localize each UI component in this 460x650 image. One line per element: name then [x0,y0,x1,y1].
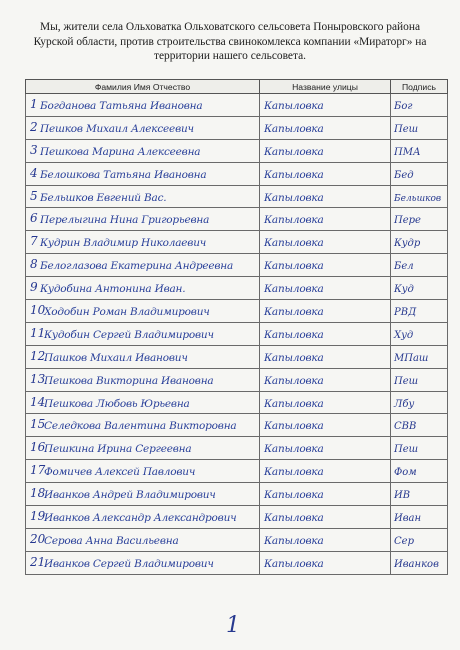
table-row [26,208,448,231]
resident-name: Иванков Сергей Владимирович [44,557,214,570]
street-cell [260,437,391,460]
table-row [26,322,448,345]
street-cell [260,300,391,323]
street-cell [260,254,391,277]
row-number: 6 [30,211,38,226]
signature-cell [391,185,448,208]
street-cell [260,528,391,551]
name-cell [26,460,260,483]
row-number: 11 [30,325,46,340]
resident-name: Бельшков Евгений Вас. [40,191,167,204]
table-row [26,368,448,391]
street-name: Капыловка [264,237,324,250]
street-name: Капыловка [264,511,324,524]
table-row [26,185,448,208]
row-number: 10 [30,303,46,318]
street-cell [260,551,391,574]
name-cell [26,139,260,162]
row-number: 4 [30,165,38,180]
signature-cell [391,116,448,139]
handwritten-signature: Бед [394,169,414,181]
signature-cell [391,460,448,483]
name-cell [26,528,260,551]
street-cell [260,460,391,483]
table-row [26,483,448,506]
signature-cell [391,391,448,414]
signature-cell [391,506,448,529]
street-name: Капыловка [264,420,324,433]
street-cell [260,277,391,300]
street-name: Капыловка [264,374,324,387]
street-cell [260,231,391,254]
street-cell [260,322,391,345]
row-number: 19 [30,509,46,524]
table-row [26,162,448,185]
handwritten-signature: МПаш [394,352,429,364]
name-cell [26,483,260,506]
row-number: 18 [30,486,46,501]
name-cell [26,551,260,574]
street-cell [260,208,391,231]
signature-cell [391,208,448,231]
row-number: 8 [30,257,38,272]
street-cell [260,94,391,117]
resident-name: Кудобин Сергей Владимирович [44,328,214,341]
street-cell [260,139,391,162]
table-header-row [26,80,448,94]
row-number: 16 [30,440,46,455]
street-cell [260,116,391,139]
signature-cell [391,139,448,162]
column-header-signature: Подпись [391,80,448,94]
table-row [26,460,448,483]
table-row [26,528,448,551]
street-name: Капыловка [264,145,324,158]
name-cell [26,277,260,300]
name-cell [26,345,260,368]
name-cell [26,414,260,437]
signature-cell [391,345,448,368]
resident-name: Пешкова Викторина Ивановна [44,374,214,387]
header-line-2: Курской области, против строительства свинокомлекса компании «Мираторг» на [33,35,427,48]
row-number: 20 [30,531,46,546]
table-row [26,254,448,277]
street-name: Капыловка [264,122,324,135]
name-cell [26,437,260,460]
handwritten-signature: Сер [394,535,414,547]
resident-name: Пешкова Любовь Юрьевна [44,397,190,410]
street-name: Капыловка [264,99,324,112]
handwritten-signature: Кудр [394,238,421,250]
column-header-name: Фамилия Имя Отчество [26,80,260,94]
handwritten-signature: Пере [394,215,421,227]
table-row [26,277,448,300]
resident-name: Пашков Михаил Иванович [44,351,188,364]
resident-name: Пешкина Ирина Сергеевна [44,443,192,456]
name-cell [26,162,260,185]
street-name: Капыловка [264,191,324,204]
street-name: Капыловка [264,168,324,181]
row-number: 1 [30,97,38,111]
signature-cell [391,94,448,117]
handwritten-signature: Пеш [394,444,419,456]
table-row [26,391,448,414]
signature-cell [391,254,448,277]
resident-name: Иванков Александр Александрович [44,511,237,524]
resident-name: Белоглазова Екатерина Андреевна [40,260,234,273]
handwritten-signature: Пеш [394,123,419,135]
name-cell [26,322,260,345]
signature-cell [391,300,448,323]
column-header-street: Название улицы [260,80,391,94]
table-body [26,94,448,575]
table-row [26,231,448,254]
handwritten-signature: РВД [394,306,417,318]
resident-name: Иванков Андрей Владимирович [44,489,216,502]
resident-name: Пешкова Марина Алексеевна [40,145,201,158]
row-number: 21 [30,554,46,569]
handwritten-signature: Пеш [394,375,419,387]
row-number: 9 [30,280,38,295]
petition-header [24,20,436,64]
name-cell [26,254,260,277]
resident-name: Пешков Михаил Алексеевич [40,122,194,135]
row-number: 12 [30,348,46,363]
resident-name: Кудрин Владимир Николаевич [40,237,207,250]
street-name: Капыловка [264,305,324,318]
handwritten-signature: ПМА [394,146,421,158]
signature-cell [391,551,448,574]
signature-cell [391,483,448,506]
signature-cell [391,277,448,300]
resident-name: Селедкова Валентина Викторовна [44,420,237,433]
signature-cell [391,368,448,391]
street-cell [260,414,391,437]
handwritten-signature: СВВ [394,421,417,433]
row-number: 14 [30,394,46,409]
street-cell [260,368,391,391]
table-row [26,437,448,460]
name-cell [26,300,260,323]
name-cell [26,208,260,231]
header-line-3: территории нашего сельсовета. [154,50,306,62]
table-row [26,345,448,368]
signature-cell [391,231,448,254]
handwritten-signature: Иван [394,512,422,524]
signature-table [25,79,448,575]
name-cell [26,94,260,117]
resident-name: Ходобин Роман Владимирович [44,305,210,318]
street-name: Капыловка [264,283,324,296]
name-cell [26,185,260,208]
handwritten-signature: ИВ [394,490,411,502]
handwritten-signature: Бельшков [394,193,442,204]
row-number: 15 [30,417,46,432]
signature-cell [391,322,448,345]
street-name: Капыловка [264,557,324,570]
resident-name: Кудобина Антонина Иван. [40,283,186,296]
resident-name: Белошкова Татьяна Ивановна [40,168,207,181]
row-number: 5 [30,188,38,203]
row-number: 3 [30,142,38,157]
street-cell [260,345,391,368]
street-name: Капыловка [264,534,324,547]
street-name: Капыловка [264,214,324,227]
street-name: Капыловка [264,351,324,364]
handwritten-signature: Куд [394,284,414,296]
street-cell [260,162,391,185]
handwritten-signature: Бел [394,261,414,273]
signature-cell [391,162,448,185]
street-name: Капыловка [264,397,324,410]
resident-name: Богданова Татьяна Ивановна [40,99,203,112]
resident-name: Серова Анна Васильевна [44,534,179,547]
handwritten-signature: Худ [394,329,414,341]
name-cell [26,231,260,254]
table-row [26,94,448,117]
row-number: 2 [30,119,38,134]
street-name: Капыловка [264,260,324,273]
name-cell [26,116,260,139]
street-name: Капыловка [264,466,324,479]
row-number: 7 [30,234,38,249]
table-row [26,139,448,162]
row-number: 17 [30,463,46,478]
signature-cell [391,414,448,437]
header-line-1: Мы, жители села Ольховатка Ольховатского сельсовета Поныровского района [39,21,420,33]
name-cell [26,368,260,391]
name-cell [26,506,260,529]
handwritten-signature: Фом [394,467,417,479]
signature-cell [391,528,448,551]
resident-name: Перелыгина Нина Григорьевна [40,214,210,227]
table-row [26,551,448,574]
street-cell [260,391,391,414]
name-cell [26,391,260,414]
page-number: 1 [226,613,240,638]
resident-name: Фомичев Алексей Павлович [44,466,196,479]
table-row [26,414,448,437]
street-name: Капыловка [264,489,324,502]
street-cell [260,185,391,208]
street-name: Капыловка [264,328,324,341]
street-name: Капыловка [264,443,324,456]
row-number: 13 [30,371,46,386]
table-row [26,300,448,323]
signature-cell [391,437,448,460]
table-row [26,506,448,529]
table-row [26,116,448,139]
handwritten-signature: Иванков [394,558,439,570]
handwritten-signature: Бог [394,100,413,112]
handwritten-signature: Лбу [394,398,415,410]
street-cell [260,506,391,529]
street-cell [260,483,391,506]
